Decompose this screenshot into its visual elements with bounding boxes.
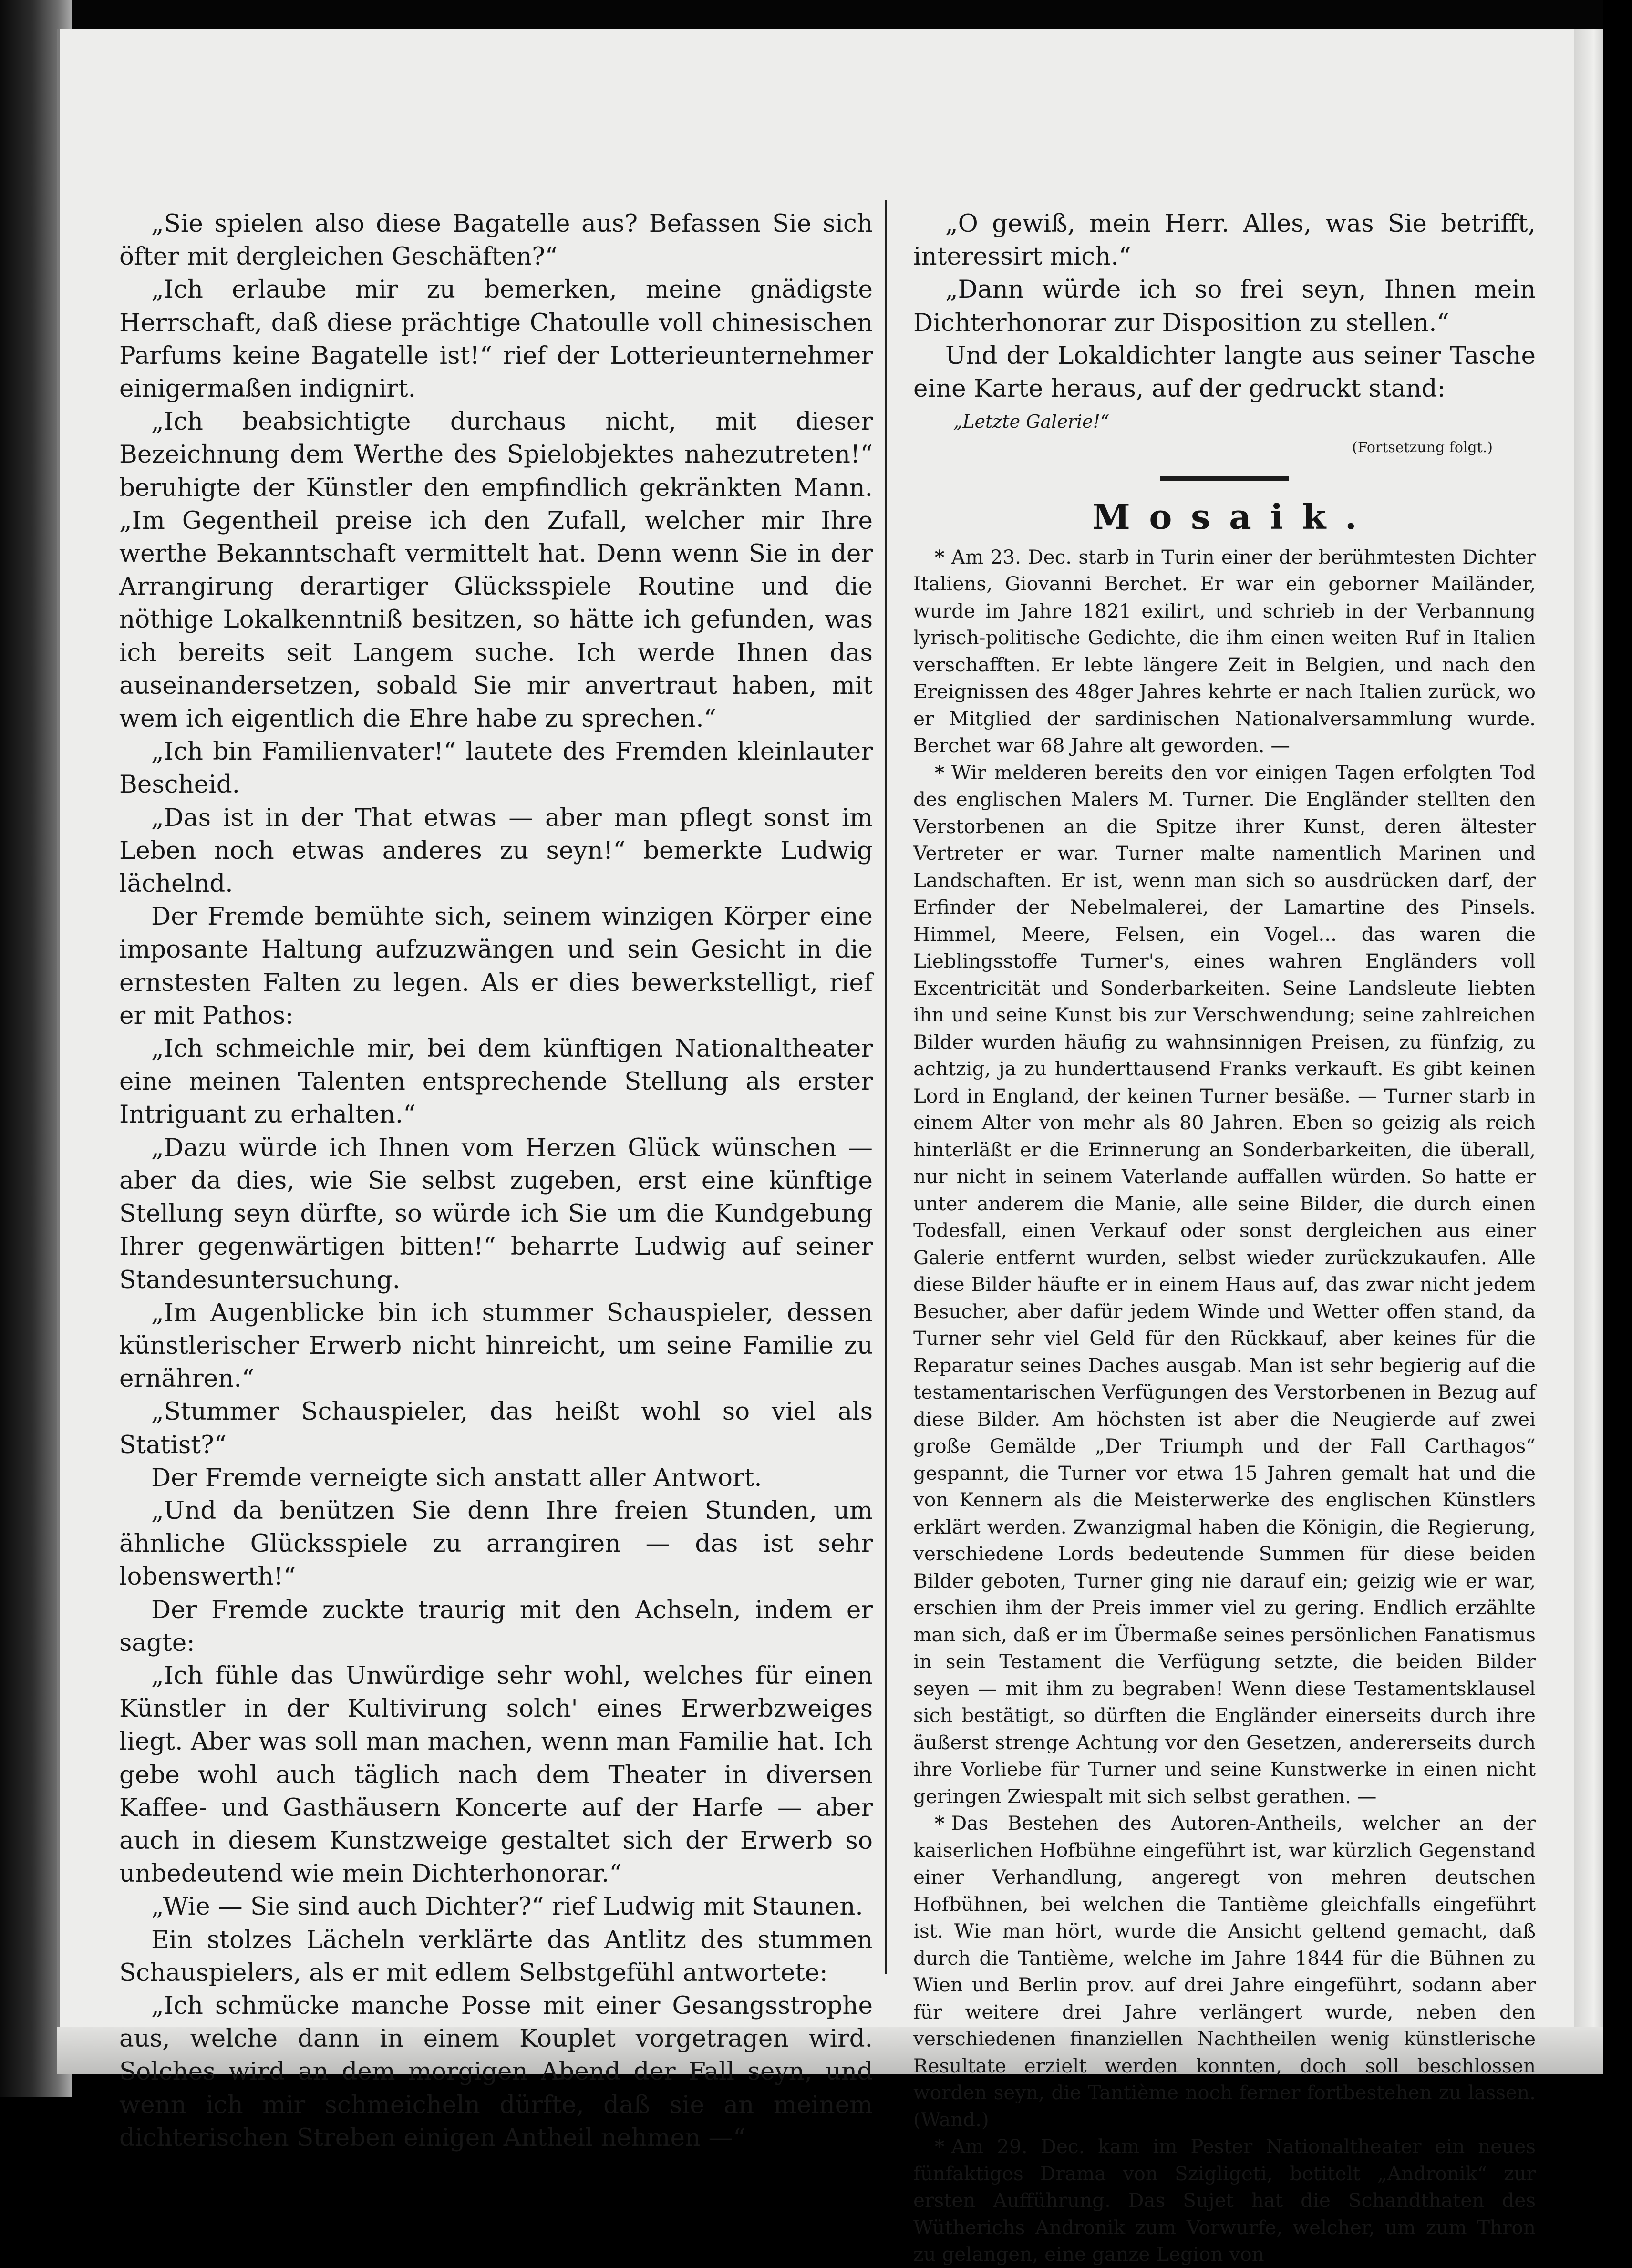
section-title-mosaik: Mosaik.: [1092, 496, 1376, 537]
asterism-icon: *: [934, 761, 946, 784]
story-paragraph: Ein stolzes Lächeln verklärte das Antlitz des stummen Schauspielers, als er mit edlem Selbstgefühl antwortete:: [119, 1925, 873, 1987]
story-paragraph: „Wie — Sie sind auch Dichter?“ rief Ludwig mit Staunen.: [151, 1892, 863, 1921]
story-paragraph: „Dann würde ich so frei seyn, Ihnen mein Dichterhonorar zur Disposition zu stellen.“: [913, 275, 1536, 337]
continuation-note: (Fortsetzung folgt.): [1352, 439, 1493, 456]
section-divider: [1160, 476, 1289, 481]
story-paragraph: „Und da benützen Sie denn Ihre freien Stunden, um ähnliche Glücksspiele zu arrangiren — das ist sehr lobenswerth!“: [119, 1496, 873, 1591]
card-text: „Letzte Galerie!“: [953, 411, 1110, 433]
mosaic-item: [913, 1810, 1536, 2133]
story-paragraph: „Im Augenblicke bin ich stummer Schauspieler, dessen künstlerischer Erwerb nicht hinreicht, um seine Familie zu ernähren.“: [119, 1298, 873, 1393]
story-paragraph: Und der Lokaldichter langte aus seiner Tasche eine Karte heraus, auf der gedruckt stand:: [913, 341, 1536, 403]
mosaic-item-text: Das Bestehen des Autoren-Antheils, welcher an der kaiserlichen Hofbühne eingeführt ist, war kürzlich Gegenstand einer Verhandlung, angeregt von mehren deutschen Hofbühnen, bei welchen die Tantième gleichfalls eingeführt ist. Wie man hört, wurde die Ansicht geltend gemacht, daß durch die Tantième, welche im Jahre 1844 für die Bühnen zu Wien und Berlin prov. auf drei Jahre eingeführt, sodann aber für weitere drei Jahre verlängert wurde, neben den verschiedenen finanziellen Nachtheilen wenig künstlerische Resultate erzielt werden konnten, doch soll beschlossen worden seyn, die Tantième noch ferner fortbestehen zu lassen. (Wand.): [913, 1812, 1536, 2131]
story-paragraph: „Dazu würde ich Ihnen vom Herzen Glück wünschen — aber da dies, wie Sie selbst zugeben, erst eine künftige Stellung seyn dürfte, so würde ich Sie um die Kundgebung Ihrer gegenwärtigen bitten!“ beharrte Ludwig auf seiner Standesuntersuchung.: [119, 1133, 873, 1294]
story-paragraph: „Ich erlaube mir zu bemerken, meine gnädigste Herrschaft, daß diese prächtige Chatoulle voll chinesischen Parfums keine Bagatelle ist!“ rief der Lotterieunternehmer einigermaßen indignirt.: [119, 275, 873, 403]
right-column: [913, 207, 1536, 2268]
story-paragraph: „Ich schmeichle mir, bei dem künftigen Nationaltheater eine meinen Talenten entsprechende Stellung als erster Intriguant zu erhalten.“: [119, 1034, 873, 1129]
story-paragraph: Der Fremde zuckte traurig mit den Achseln, indem er sagte:: [119, 1595, 873, 1657]
mosaic-item-text: Wir melderen bereits den vor einigen Tagen erfolgten Tod des englischen Malers M. Turner. Die Engländer stellten den Verstorbenen an die Spitze ihrer Kunst, deren ältester Vertreter er war. Turner malte namentlich Marinen und Landschaften. Er ist, wenn man sich so ausdrücken darf, der Erfinder der Nebelmalerei, der Lamartine des Pinsels. Himmel, Meere, Felsen, ein Vogel... das waren die Lieblingsstoffe Turner's, eines wahren Engländers voll Excentricität und Sonderbarkeiten. Seine Landsleute liebten ihn und seine Kunst bis zur Verschwendung; seine zahlreichen Bilder wurden häufig zu wahnsinnigen Preisen, zu fünfzig, zu achtzig, ja zu hunderttausend Franks verkauft. Es gibt keinen Lord in England, der keinen Turner besäße. — Turner starb in einem Alter von mehr als 80 Jahren. Eben so geizig als reich hinterläßt er die Erinnerung an Sonderbarkeiten, die überall, nur nicht in seinem Vaterlande auffallen würden. So hatte er unter anderem die Manie, alle seine Bilder, die durch einen Todesfall, einen Verkauf oder sonst dergleichen aus einer Galerie entfernt wurden, selbst wieder zurückzukaufen. Alle diese Bilder häufte er in einem Haus auf, das zwar nicht jedem Besucher, aber dafür jedem Winde und Wetter offen stand, da Turner sehr viel Geld für den Rückkauf, aber keines für die Reparatur seines Daches ausgab. Man ist sehr begierig auf die testamentarischen Verfügungen des Verstorbenen in Bezug auf diese Bilder. Am höchsten ist aber die Neugierde auf zwei große Gemälde „Der Triumph und der Fall Carthagos“ gespannt, die Turner vor etwa 15 Jahren gemalt hat und die von Kennern als die Meisterwerke des englischen Künstlers erklärt werden. Zwanzigmal haben die Königin, die Regierung, verschiedene Lords bedeutende Summen für diese beiden Bilder geboten, Turner ging nie darauf ein; geizig wie er war, erschien ihm der Preis immer viel zu gering. Endlich erzählte man sich, daß er im Übermaße seines persönlichen Fanatismus in sein Testament die Verfügung setzte, die beiden Bilder seyen — mit ihm zu begraben! Wenn diese Testamentsklausel sich bestätigt, so dürften die Engländer einerseits durch ihre äußerst strenge Achtung vor den Gesetzen, andererseits durch ihre Vorliebe für Turner und seine Kunstwerke in einen nicht geringen Zwiespalt mit sich selbst gerathen. —: [913, 761, 1536, 1808]
story-paragraph: „Das ist in der That etwas — aber man pflegt sonst im Leben noch etwas anderes zu seyn!“ bemerkte Ludwig lächelnd.: [119, 803, 873, 898]
asterism-icon: *: [934, 545, 946, 568]
mosaic-item-text: Am 23. Dec. starb in Turin einer der berühmtesten Dichter Italiens, Giovanni Berchet. Er war ein geborner Mailänder, wurde im Jahre 1821 exilirt, und schrieb in der Verbannung lyrisch-politische Gedichte, die ihm einen weiten Ruf in Italien verschafften. Er lebte längere Zeit in Belgien, und nach den Ereignissen des 48ger Jahres kehrte er nach Italien zurück, wo er Mitglied der sardinischen Nationalversammlung wurde. Berchet war 68 Jahre alt geworden. —: [913, 545, 1536, 757]
left-column: [119, 207, 873, 2155]
story-paragraph: „O gewiß, mein Herr. Alles, was Sie betrifft, interessirt mich.“: [913, 209, 1536, 271]
mosaic-section: [913, 544, 1536, 2268]
asterism-icon: *: [934, 1812, 946, 1835]
asterism-icon: *: [934, 2135, 946, 2158]
mosaic-item: [913, 759, 1536, 1810]
story-paragraph: Der Fremde verneigte sich anstatt aller Antwort.: [151, 1463, 762, 1492]
story-paragraph: „Ich bin Familienvater!“ lautete des Fremden kleinlauter Bescheid.: [119, 737, 873, 799]
column-divider: [885, 200, 887, 1974]
mosaic-item-text: Am 29. Dec. kam im Pester Nationaltheater ein neues fünfaktiges Drama von Szigligeti, betitelt „Andronik“ zur ersten Aufführung. Das Sujet hat die Schandthaten des Wütherichs Andronik zum Vorwurfe, welcher, um zum Thron zu gelangen, eine ganze Legion von: [913, 2135, 1536, 2266]
mosaic-item: [913, 544, 1536, 759]
story-continuation: [913, 207, 1536, 405]
story-paragraph: „Stummer Schauspieler, das heißt wohl so viel als Statist?“: [119, 1397, 873, 1459]
story-paragraph: Der Fremde bemühte sich, seinem winzigen Körper eine imposante Haltung aufzuzwängen und sein Gesicht in die ernstesten Falten zu legen. Als er dies bewerkstelligt, rief er mit Pathos:: [119, 902, 873, 1030]
story-paragraph: „Ich fühle das Unwürdige sehr wohl, welches für einen Künstler in der Kultivirung solch' eines Erwerbzweiges liegt. Aber was soll man machen, wenn man Familie hat. Ich gebe wohl auch täglich nach dem Theater in diversen Kaffee- und Gasthäusern Koncerte auf der Harfe — aber auch in diesem Kunstzweige gestaltet sich der Erwerb so unbedeutend wie mein Dichterhonorar.“: [119, 1661, 873, 1888]
page-fold-shadow: [1574, 29, 1607, 2074]
story-paragraph: „Ich beabsichtigte durchaus nicht, mit dieser Bezeichnung dem Werthe des Spielobjektes nahezutreten!“ beruhigte der Künstler den empfindlich gekränkten Mann. „Im Gegentheil preise ich den Zufall, welcher mir Ihre werthe Bekanntschaft vermittelt hat. Denn wenn Sie in der Arrangirung derartiger Glücksspiele Routine und die nöthige Lokalkenntniß besitzen, so hätte ich gefunden, was ich bereits seit Langem suche. Ich werde Ihnen das auseinandersetzen, sobald Sie mir anvertraut haben, mit wem ich eigentlich die Ehre habe zu sprechen.“: [119, 407, 873, 733]
mosaic-item: [913, 2133, 1536, 2268]
story-paragraph: „Sie spielen also diese Bagatelle aus? Befassen Sie sich öfter mit dergleichen Geschäften?“: [119, 209, 873, 271]
story-paragraph: „Ich schmücke manche Posse mit einer Gesangsstrophe aus, welche dann in einem Kouplet vorgetragen wird. Solches wird an dem morgigen Abend der Fall seyn, und wenn ich mir schmeicheln dürfte, daß sie an meinem dichterischen Streben einigen Antheil nehmen —“: [119, 1991, 873, 2152]
scan-right-border: [1603, 0, 1632, 2097]
